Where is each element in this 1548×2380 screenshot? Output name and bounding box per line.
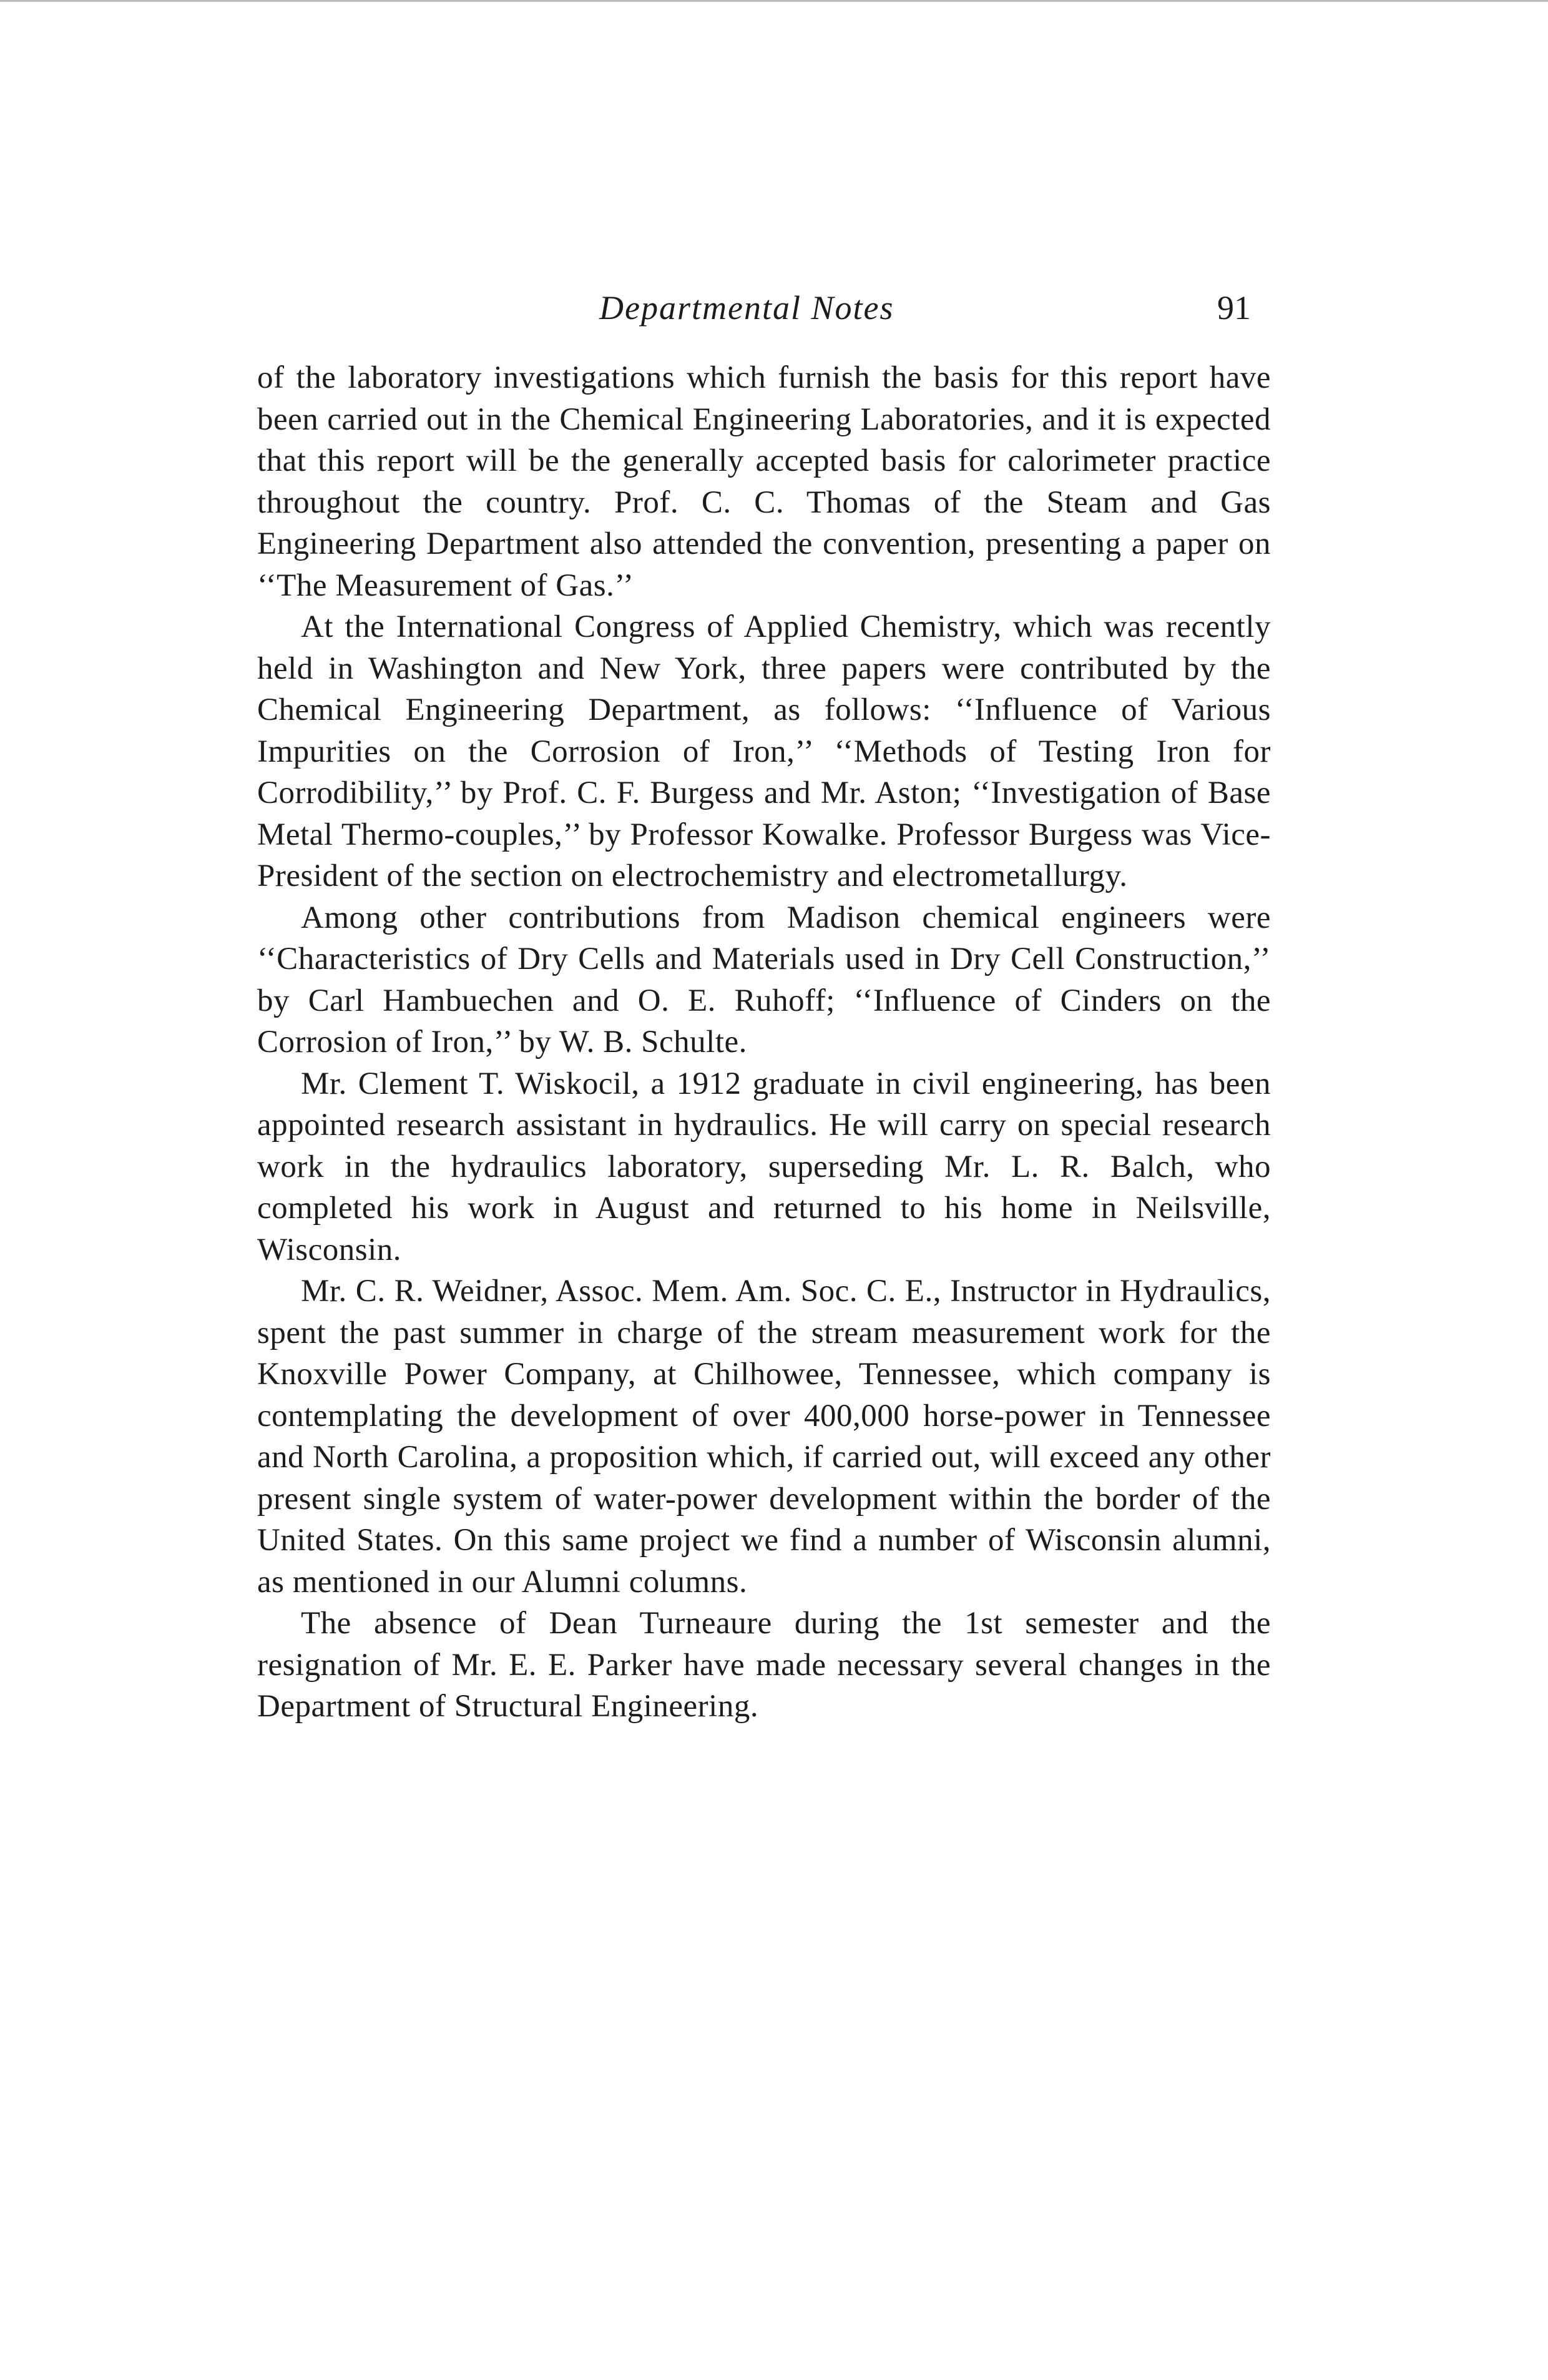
paragraph-continued: of the laboratory investigations which furnish the basis for this report have been carried out in the Chemical Engineering Laboratories, and it is expected that this report will be the generally accepted basis for calorimeter practice throughout the country. Prof. C. C. Thomas of the Steam and Gas Engineering Department also attended the convention, presenting a paper on ‘‘The Measurement of Gas.’’	[257, 360, 1271, 603]
page-number: 91	[1217, 289, 1251, 327]
running-head: Departmental Notes	[599, 289, 894, 327]
paragraph-weidner: Mr. C. R. Weidner, Assoc. Mem. Am. Soc. C. E., Instructor in Hydraulics, spent the past summer in charge of the stream measurement work for the Knoxville Power Company, at Chilhowee, Tennessee, which company is contemplating the development of over 400,000 horse-power in Tennessee and North Carolina, a proposition which, if carried out, will exceed any other present single system of water-power development within the border of the United States. On this same project we find a number of Wisconsin alumni, as mentioned in our Alumni columns.	[257, 1274, 1271, 1600]
paragraph-congress: At the International Congress of Applied Chemistry, which was recently held in Washington and New York, three papers were contributed by the Chemical Engineering Department, as follows: ‘‘Influence of Various Impurities on the Corrosion of Iron,’’ ‘‘Methods of Testing Iron for Corrodibility,’’ by Prof. C. F. Burgess and Mr. Aston; ‘‘Investigation of Base Metal Thermo-couples,’’ by Professor Kowalke. Professor Burgess was Vice-President of the section on electrochemistry and electrometallurgy.	[257, 609, 1271, 893]
body-text	[257, 357, 1271, 1728]
paragraph-wiskocil: Mr. Clement T. Wiskocil, a 1912 graduate in civil engineering, has been appointed research assistant in hydraulics. He will carry on special research work in the hydraulics laboratory, superseding Mr. L. R. Balch, who completed his work in August and returned to his home in Neilsville, Wisconsin.	[257, 1066, 1271, 1267]
page-header	[0, 286, 1548, 330]
paragraph-structural: The absence of Dean Turneaure during the 1st semester and the resignation of Mr. E. E. Parker have made necessary several changes in the Department of Structural Engineering.	[257, 1606, 1271, 1724]
paragraph-contributions: Among other contributions from Madison chemical engineers were ‘‘Characteristics of Dry Cells and Materials used in Dry Cell Construction,’’ by Carl Hambuechen and O. E. Ruhoff; ‘‘Influence of Cinders on the Corrosion of Iron,’’ by W. B. Schulte.	[257, 900, 1271, 1060]
top-edge-rule	[0, 0, 1548, 2]
